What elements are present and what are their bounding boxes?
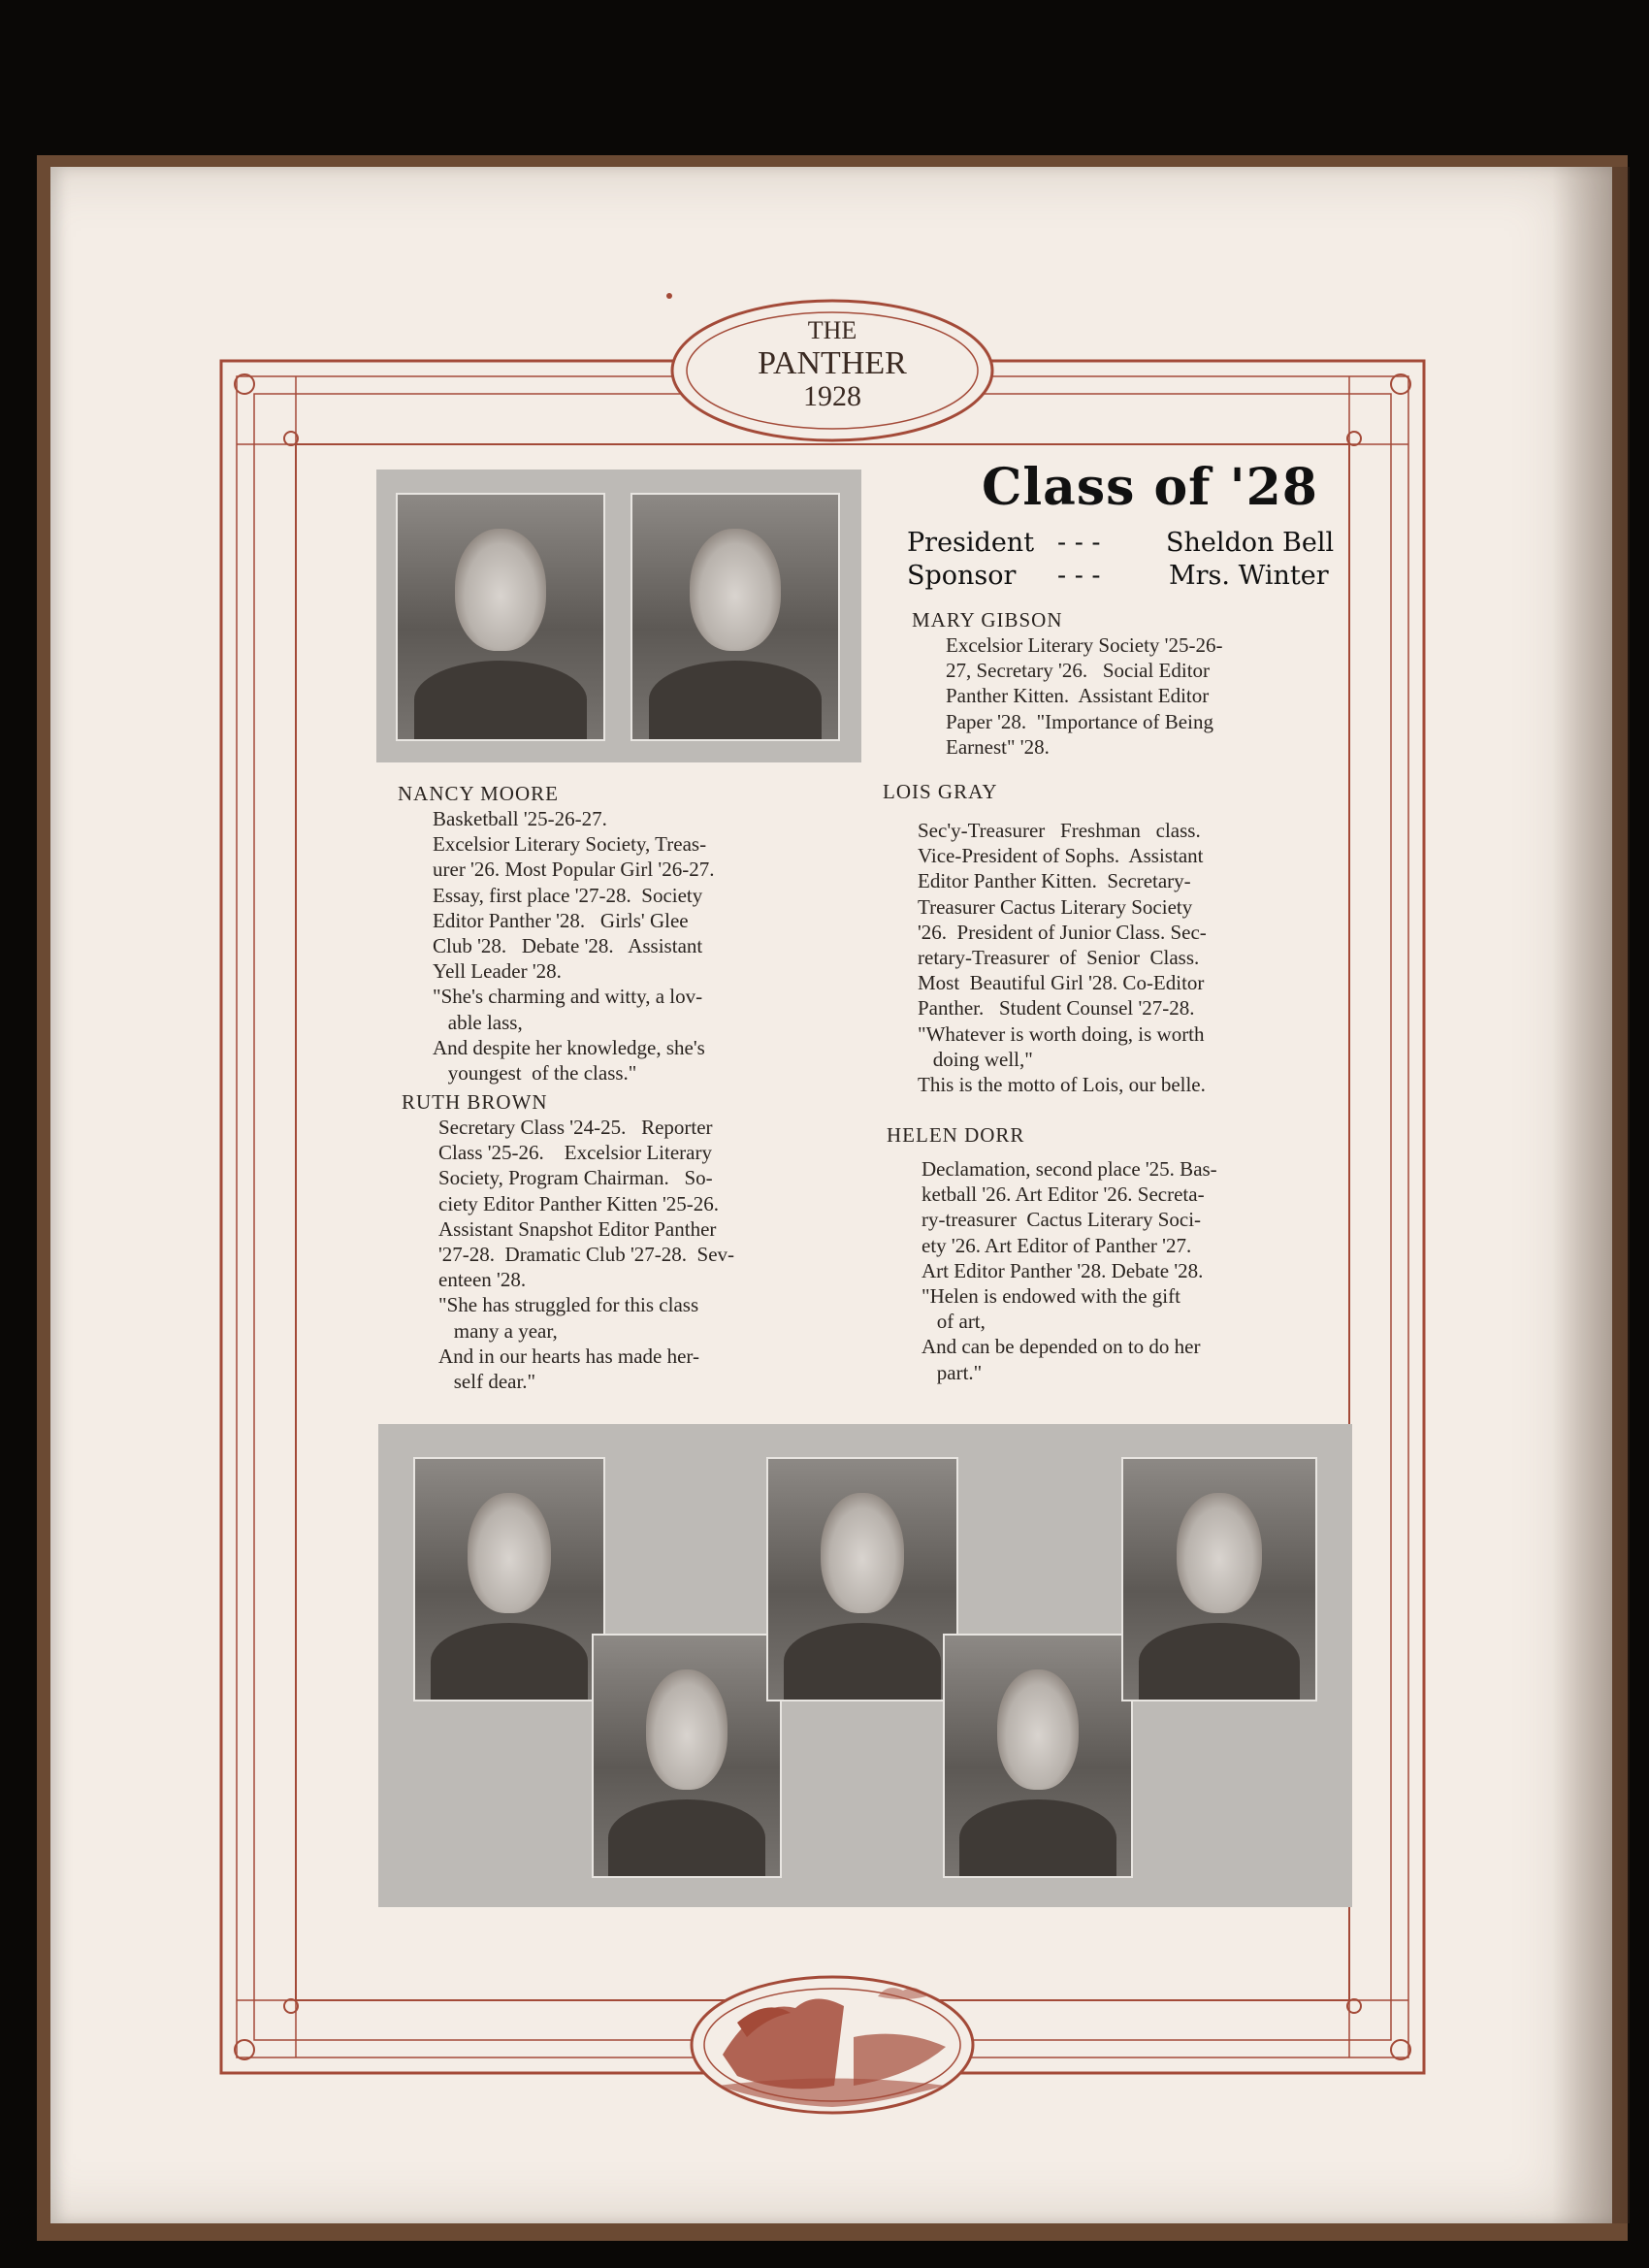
entry-line: Excelsior Literary Society, Treas-: [433, 832, 707, 857]
entry-line: of art,: [922, 1310, 986, 1334]
portrait-photo-5: [1121, 1457, 1317, 1701]
portrait-photo-sponsor: [630, 493, 840, 741]
entry-line: Club '28. Debate '28. Assistant: [433, 934, 703, 957]
portrait-photo-president: [396, 493, 605, 741]
entry-name-helen-dorr: HELEN DORR: [887, 1123, 1025, 1147]
portrait-photo-3: [766, 1457, 958, 1701]
entry-line: Declamation, second place '25. Bas-: [922, 1157, 1217, 1181]
class-title: Class of '28: [982, 458, 1318, 517]
entry-line: youngest of the class.": [433, 1061, 637, 1085]
entry-name-mary-gibson: MARY GIBSON: [912, 608, 1063, 632]
portrait-photo-4: [943, 1634, 1133, 1878]
entry-line: Class '25-26. Excelsior Literary: [438, 1141, 712, 1165]
entry-line: Earnest" '28.: [946, 734, 1050, 759]
entry-line: '26. President of Junior Class. Sec-: [918, 920, 1207, 944]
entry-line: Paper '28. "Importance of Being: [946, 709, 1213, 733]
entry-line: ety '26. Art Editor of Panther '27.: [922, 1233, 1192, 1257]
entry-line: 27, Secretary '26. Social Editor: [946, 659, 1211, 683]
entry-name-nancy-moore: NANCY MOORE: [398, 782, 559, 805]
entry-line: Most Beautiful Girl '28. Co-Editor: [918, 971, 1205, 995]
masthead: [726, 314, 939, 413]
entry-line: part.": [922, 1360, 983, 1384]
entry-line: "She's charming and witty, a lov-: [433, 985, 703, 1009]
entry-line: Vice-President of Sophs. Assistant: [918, 844, 1204, 868]
entry-line: "Helen is endowed with the gift: [922, 1284, 1180, 1308]
entry-line: Basketball '25-26-27.: [433, 807, 607, 830]
entry-line: "Whatever is worth doing, is worth: [918, 1021, 1205, 1046]
entry-line: Sec'y-Treasurer Freshman class.: [918, 819, 1201, 842]
entry-line: And in our hearts has made her-: [438, 1344, 699, 1368]
masthead-line-2: PANTHER: [758, 345, 907, 381]
officer-sponsor-role: Sponsor: [907, 561, 1017, 591]
officer-sponsor-dashes: - - -: [1057, 561, 1101, 591]
entry-line: ketball '26. Art Editor '26. Secreta-: [922, 1183, 1205, 1207]
portrait-photo-1: [413, 1457, 605, 1701]
entry-line: Secretary Class '24-25. Reporter: [438, 1116, 713, 1139]
officer-president-role: President: [907, 528, 1035, 558]
entry-line: Treasurer Cactus Literary Society: [918, 894, 1193, 919]
entry-line: Essay, first place '27-28. Society: [433, 883, 703, 907]
entry-line: enteen '28.: [438, 1268, 527, 1292]
entry-line: This is the motto of Lois, our belle.: [918, 1073, 1206, 1096]
entry-line: Editor Panther Kitten. Secretary-: [918, 869, 1191, 893]
entry-line: Panther Kitten. Assistant Editor: [946, 684, 1210, 708]
entry-line: And despite her knowledge, she's: [433, 1035, 705, 1059]
entry-line: many a year,: [438, 1318, 558, 1343]
entry-line: self dear.": [438, 1370, 536, 1393]
entry-line: doing well,": [918, 1047, 1033, 1071]
entry-name-lois-gray: LOIS GRAY: [883, 780, 998, 803]
entry-line: ry-treasurer Cactus Literary Soci-: [922, 1208, 1202, 1232]
officer-sponsor-name: Mrs. Winter: [1169, 561, 1329, 591]
entry-line: Yell Leader '28.: [433, 959, 562, 984]
masthead-line-1: THE: [807, 316, 857, 344]
officer-president-dashes: - - -: [1057, 528, 1101, 558]
entry-line: Society, Program Chairman. So-: [438, 1166, 713, 1190]
entry-line: Panther. Student Counsel '27-28.: [918, 996, 1195, 1021]
entry-line: Assistant Snapshot Editor Panther: [438, 1216, 717, 1241]
entry-line: Editor Panther '28. Girls' Glee: [433, 908, 689, 932]
entry-name-ruth-brown: RUTH BROWN: [402, 1090, 548, 1114]
entry-line: And can be depended on to do her: [922, 1335, 1201, 1359]
entry-line: "She has struggled for this class: [438, 1293, 699, 1317]
entry-line: retary-Treasurer of Senior Class.: [918, 946, 1200, 969]
masthead-line-3: 1928: [803, 380, 861, 412]
entry-line: able lass,: [433, 1010, 523, 1034]
entry-line: Excelsior Literary Society '25-26-: [946, 633, 1223, 657]
entry-line: ciety Editor Panther Kitten '25-26.: [438, 1191, 719, 1215]
officer-president-name: Sheldon Bell: [1166, 528, 1335, 558]
entry-line: Art Editor Panther '28. Debate '28.: [922, 1258, 1204, 1282]
entry-line: urer '26. Most Popular Girl '26-27.: [433, 858, 715, 882]
entry-line: '27-28. Dramatic Club '27-28. Sev-: [438, 1243, 735, 1266]
portrait-photo-2: [592, 1634, 782, 1878]
